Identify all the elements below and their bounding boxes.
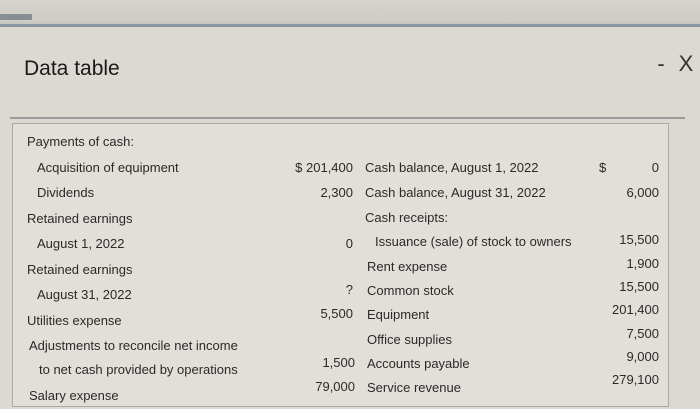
left-value: 0 <box>345 236 353 251</box>
title-divider <box>10 117 685 119</box>
left-label: Adjustments to reconcile net income <box>29 338 238 353</box>
right-label: Cash balance, August 1, 2022 <box>365 160 539 175</box>
right-label: Issuance (sale) of stock to owners <box>375 234 572 249</box>
right-currency: $ <box>599 160 607 175</box>
right-value: 15,500 <box>619 232 659 247</box>
dialog-title: Data table <box>24 57 120 80</box>
right-value: 9,000 <box>626 349 659 364</box>
right-value: 201,400 <box>612 302 659 317</box>
right-label: Office supplies <box>367 332 453 347</box>
right-value: 1,900 <box>626 256 659 271</box>
left-label: to net cash provided by operations <box>39 362 238 377</box>
minimize-button[interactable]: - <box>657 51 665 76</box>
left-label: Retained earnings <box>27 211 133 226</box>
left-label: Salary expense <box>29 388 119 403</box>
right-label: Equipment <box>367 307 430 322</box>
left-label: August 1, 2022 <box>37 236 125 251</box>
left-label: Utilities expense <box>27 313 122 328</box>
left-label: August 31, 2022 <box>37 287 132 302</box>
right-label: Cash receipts: <box>365 210 449 225</box>
right-value: 15,500 <box>619 279 659 294</box>
right-label: Cash balance, August 31, 2022 <box>365 185 546 200</box>
right-value: 279,100 <box>612 372 659 387</box>
left-label: Retained earnings <box>27 262 133 277</box>
right-value: 7,500 <box>626 326 659 341</box>
right-label: Common stock <box>367 283 454 298</box>
right-value: 0 <box>651 160 659 175</box>
right-value: 6,000 <box>626 185 659 200</box>
left-label: Acquisition of equipment <box>37 160 179 175</box>
left-value: 2,300 <box>320 185 353 200</box>
left-label: Dividends <box>37 185 95 200</box>
left-value: 1,500 <box>322 355 355 370</box>
data-table <box>12 123 669 407</box>
left-label: Payments of cash: <box>27 134 134 149</box>
left-value: $ 201,400 <box>295 160 353 175</box>
background-window-strip <box>0 0 700 22</box>
right-label: Accounts payable <box>367 356 470 371</box>
data-table-dialog <box>0 24 700 409</box>
left-value: 79,000 <box>315 379 355 394</box>
left-value: ? <box>345 282 353 297</box>
left-value: 5,500 <box>320 306 353 321</box>
background-window-fragment <box>0 14 32 20</box>
right-label: Rent expense <box>367 259 448 274</box>
close-button[interactable]: X <box>678 51 694 76</box>
right-label: Service revenue <box>367 380 461 395</box>
